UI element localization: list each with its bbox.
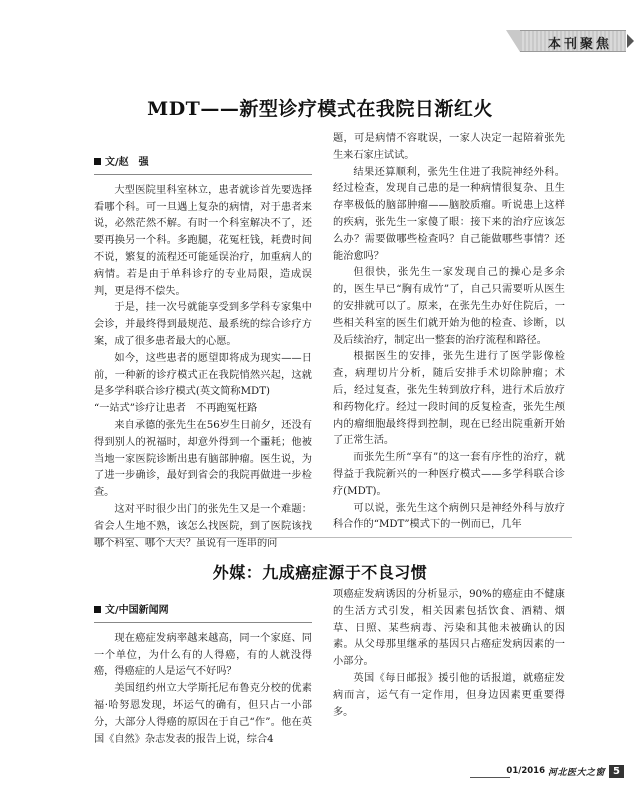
article2-title: 外媒：九成癌症源于不良习惯	[212, 563, 428, 582]
article1-paragraph: 题，可是病情不容耽误，一家人决定一起陪着张先生来石家庄试试。	[333, 133, 565, 161]
article1-right-column	[333, 131, 565, 534]
article2-right-column	[333, 587, 565, 721]
article2-paragraph: 英国《每日邮报》援引他的话报道，就癌症发病而言，运气有一定作用，但身边因素更重要得多。	[333, 672, 565, 718]
page-number: 5	[609, 765, 624, 778]
article2-byline-text: 文/中国新闻网	[105, 605, 169, 616]
article1-subheading: “一站式”诊疗让患者 不再跑冤枉路	[94, 403, 258, 415]
article1-byline-text: 文/赵 强	[105, 157, 149, 168]
column-label: 本刊聚焦	[547, 37, 612, 52]
article2-paragraph: 现在癌症发病率越来越高，同一个家庭、同一个单位，为什么有的人得癌，有的人就没得癌，得癌症的人是运气不好吗？	[94, 632, 312, 678]
article2-paragraph: 美国纽约州立大学斯托尼布鲁克分校的优素福·哈努恩发现，坏运气的确有，但只占一小部分，大部分人得癌的原因在于自己“作”。他在英国《自然》杂志发表的报告上说，综合4	[94, 683, 312, 745]
article1-paragraph: 根据医生的安排，张先生进行了医学影像检查，病理切片分析，随后安排手术切除肿瘤；术后，经过复查，张先生转到放疗科，进行术后放疗和药物化疗。经过一段时间的反复检查，张先生颅内的瘤细胞最终得到控制，现在已经出院重新开始了正常生活。	[333, 351, 565, 447]
article1-paragraph: 但很快，张先生一家发现自己的操心是多余的，医生早已“胸有成竹”了，自己只需要听从医生的安排就可以了。原来，在张先生办好住院后，一些相关科室的医生们就开始为他的检查、诊断，以及后续治疗，制定出一整套的治疗流程和路径。	[333, 267, 565, 346]
article1-byline	[94, 155, 312, 175]
issue-number: 01/2016	[506, 766, 546, 776]
article1-left-column	[94, 155, 312, 552]
article1-paragraph: 而张先生所“享有”的这一套有序性的治疗，就得益于我院新兴的一种医疗模式——多学科联合诊疗(MDT)。	[333, 452, 565, 497]
top-banner	[0, 0, 636, 52]
article1-paragraph: 这对平时很少出门的张先生又是一个难题：省会人生地不熟，该怎么找医院，到了医院该找哪个科室、哪个大夫？虽说有一连串的问	[94, 503, 312, 549]
article2-byline	[94, 603, 312, 623]
article2-paragraph: 项癌症发病诱因的分析显示，90%的癌症由不健康的生活方式引发，相关因素包括饮食、酒精、烟草、日照、某些病毒、污染和其他未被确认的因素。从父母那里继承的基因只占癌症发病因素的一小部分。	[333, 589, 565, 668]
banner-arrow-icon	[627, 34, 634, 48]
bullet-square-icon	[94, 606, 101, 613]
article-divider	[94, 537, 572, 538]
magazine-name: 河北医大之窗	[548, 767, 606, 778]
article1-paragraph: 结果还算顺利，张先生住进了我院神经外科。经过检查，发现自己患的是一种病情很复杂、且生存率极低的脑部肿瘤——脑胶质瘤。听说患上这样的疾病，张先生一家傻了眼：接下来的治疗应该怎么办？需要做哪些检查吗？自己能做哪些事情？还能治愈吗？	[333, 166, 565, 262]
article1-paragraph: 大型医院里科室林立，患者就诊首先要选择看哪个科。可一旦遇上复杂的病情，对于患者来说，必然茫然不解。有时一个科室解决不了，还要再换另一个科。多跑腿，花冤枉钱，耗费时间不说，繁复的流程还可能延误治疗，加重病人的病情。若是由于单科诊疗的专业局限，造成误判，更是得不偿失。	[94, 184, 312, 297]
article2-left-column	[94, 603, 312, 748]
article1-paragraph: 如今，这些患者的愿望即将成为现实——日前，一种新的诊疗模式正在我院悄然兴起，这就是多学科联合诊疗模式(英文简称MDT)	[94, 352, 312, 398]
footer-rule	[470, 777, 510, 778]
article1-title: MDT——新型诊疗模式在我院日渐红火	[147, 98, 493, 120]
bullet-square-icon	[94, 158, 101, 165]
page-footer	[506, 762, 624, 780]
article1-paragraph: 来自承德的张先生在56岁生日前夕，还没有得到别人的祝福时，却意外得到一个噩耗；他被当地一家医院诊断出患有脑部肿瘤。医生说，为了进一步确诊，最好到省会的我院再做进一步检查。	[94, 419, 312, 499]
article1-paragraph: 于是，挂一次号就能享受到多学科专家集中会诊，并最终得到最规范、最系统的综合诊疗方案，成了很多患者最大的心愿。	[94, 302, 312, 347]
column-label-tab	[520, 30, 626, 52]
article1-paragraph: 可以说，张先生这个病例只是神经外科与放疗科合作的“MDT”模式下的一例而已，几年	[333, 502, 565, 531]
